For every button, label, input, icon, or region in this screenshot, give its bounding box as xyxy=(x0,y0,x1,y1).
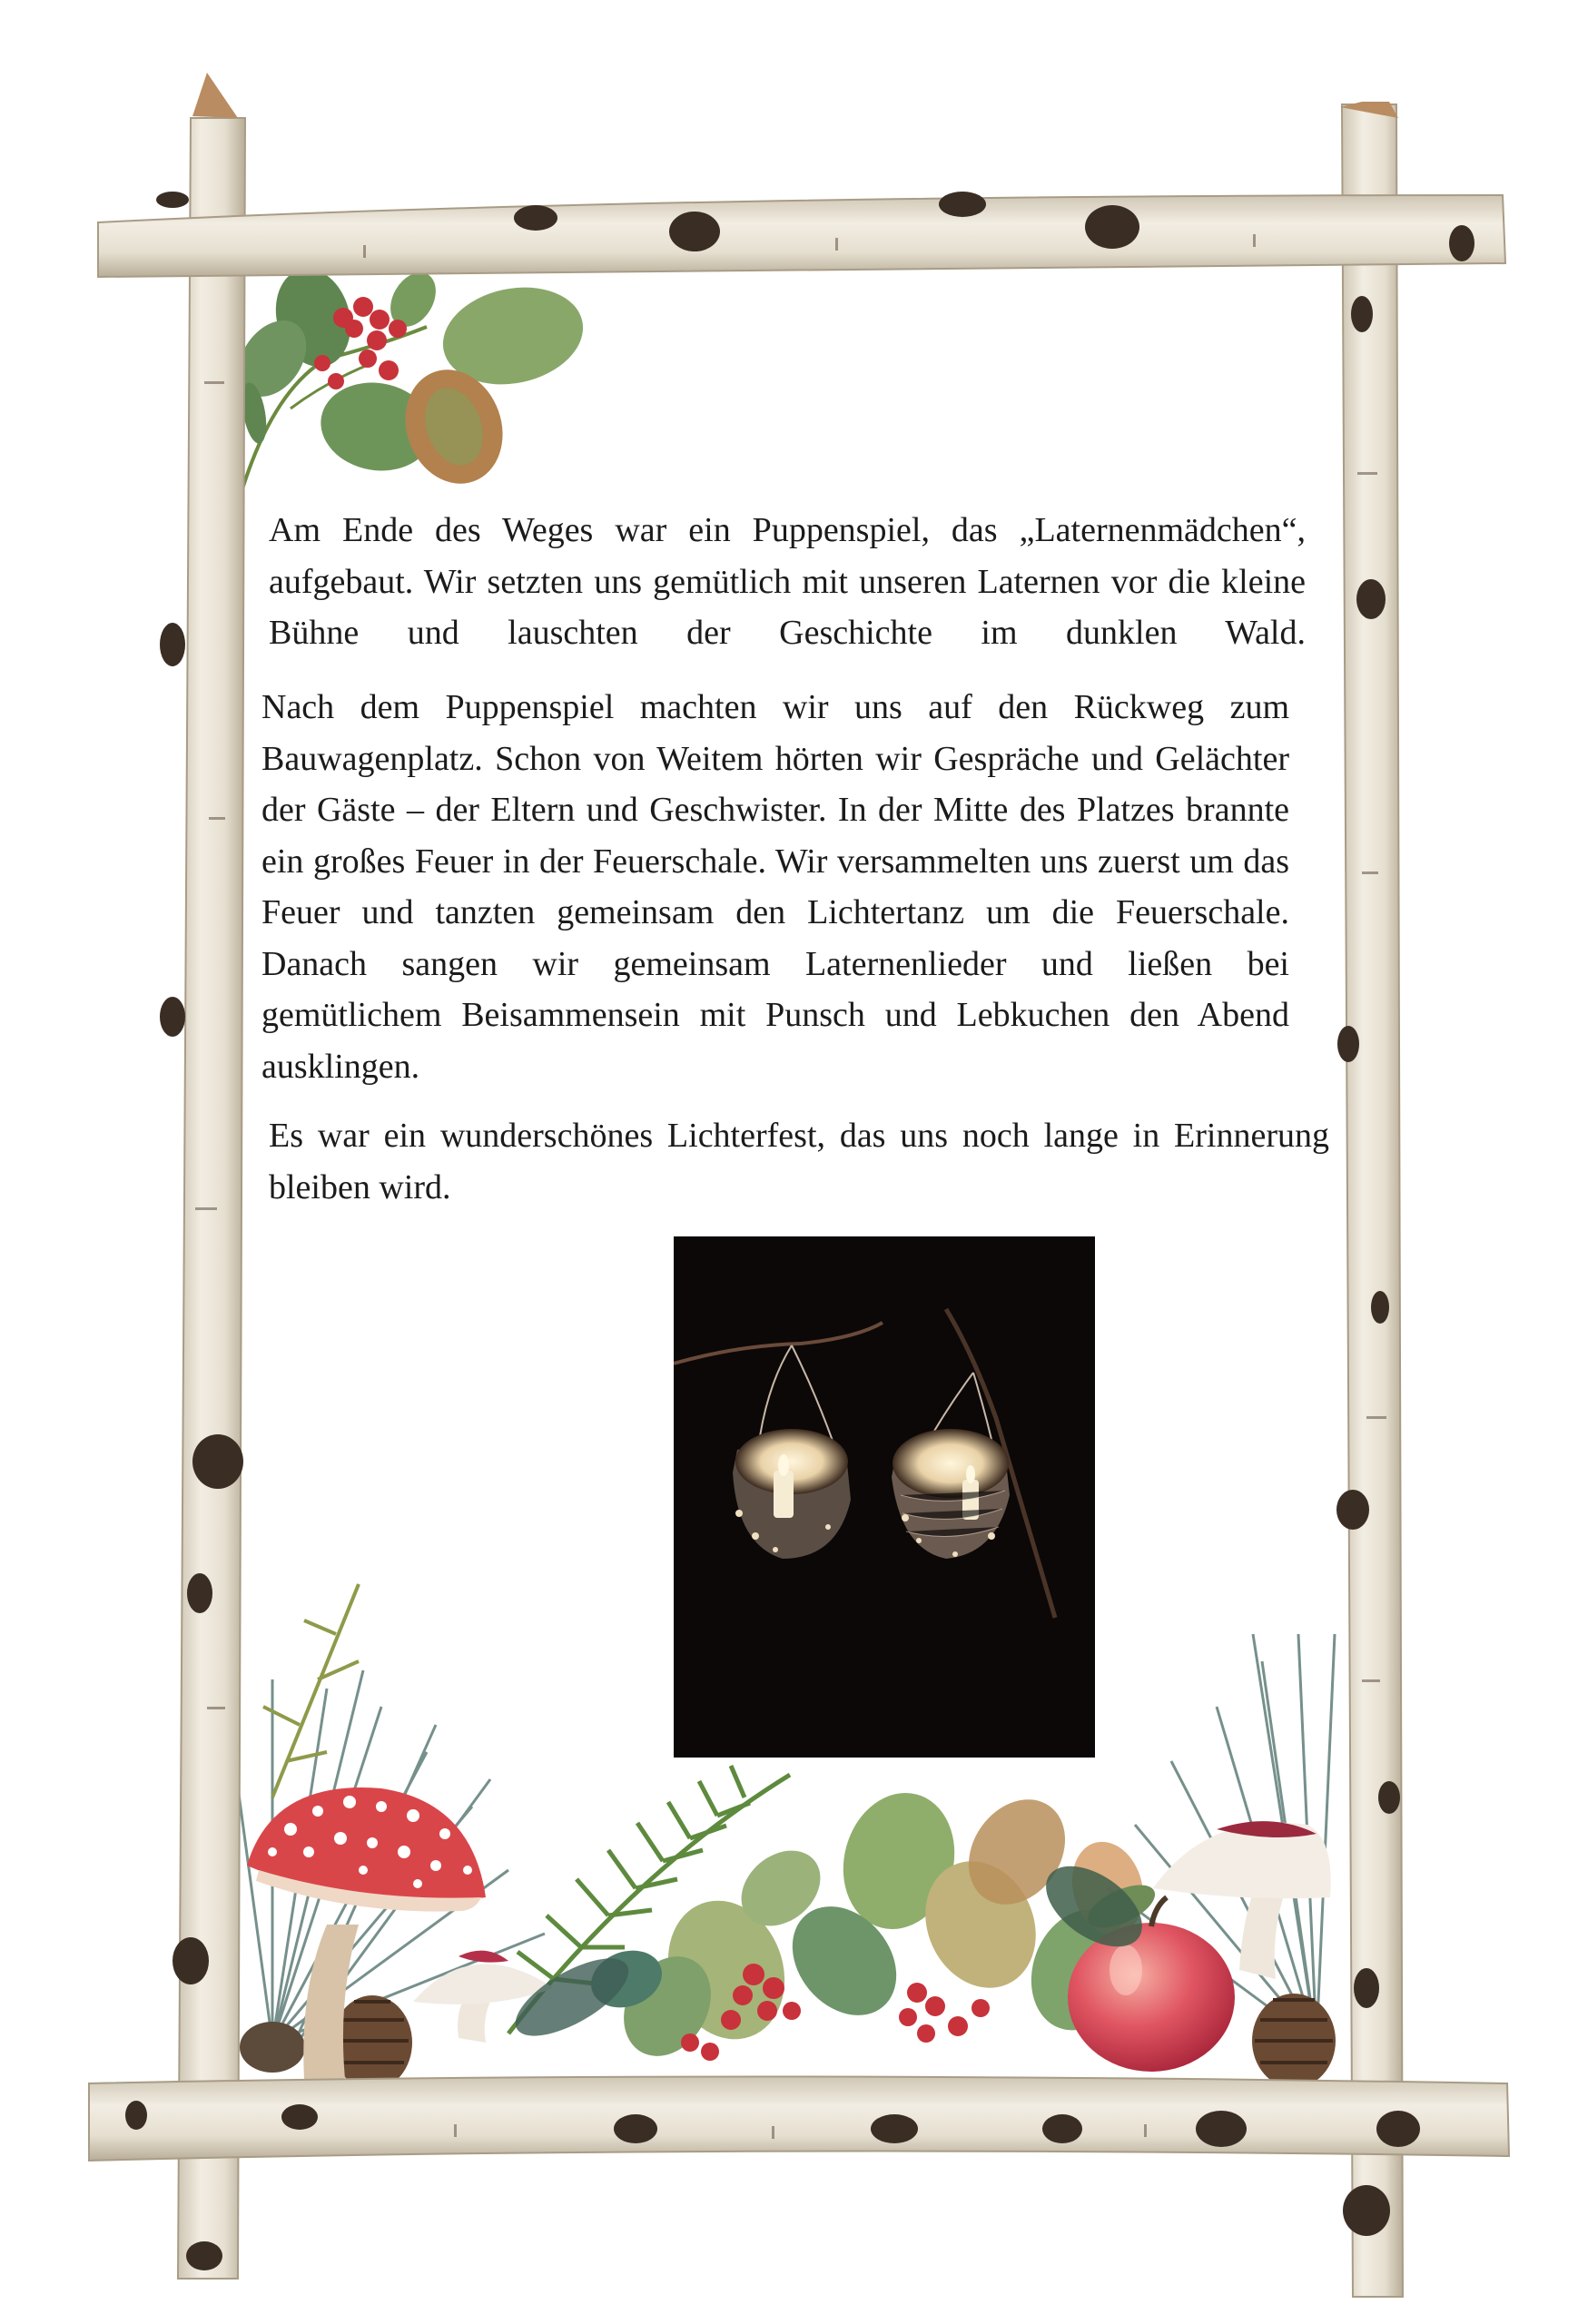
story-paragraph-1: Am Ende des Weges war ein Puppenspiel, das „Laternenmädchen“, aufgebaut. Wir setzten uns gemütlich mit unseren Laternen vor die kleine Bühne und lauschten der Geschichte im dunklen Wald. xyxy=(269,511,1306,652)
lantern-photo xyxy=(674,1236,1095,1758)
story-paragraph-3: Es war ein wunderschönes Lichterfest, das uns noch lange in Erinnerung bleiben wird. xyxy=(269,1117,1329,1206)
berry-leaf-sprig xyxy=(224,261,592,497)
story-paragraph-2: Nach dem Puppenspiel machten wir uns auf den Rückweg zum Bauwagenplatz. Schon von Weitem hörten wir Gespräche und Gelächter der Gäste – der Eltern und Geschwister. In der Mitte des Platzes brannte ein großes Feuer in der Feuerschale. Wir versammelten uns zuerst um das Feuer und tanzten gemeinsam den Lichtertanz um die Feuerschale. Danach sangen wir gemeinsam Laternenlieder und ließen bei gemütlichem Beisammensein mit Punsch und Lebkuchen den Abend ausklingen. xyxy=(261,688,1289,1086)
